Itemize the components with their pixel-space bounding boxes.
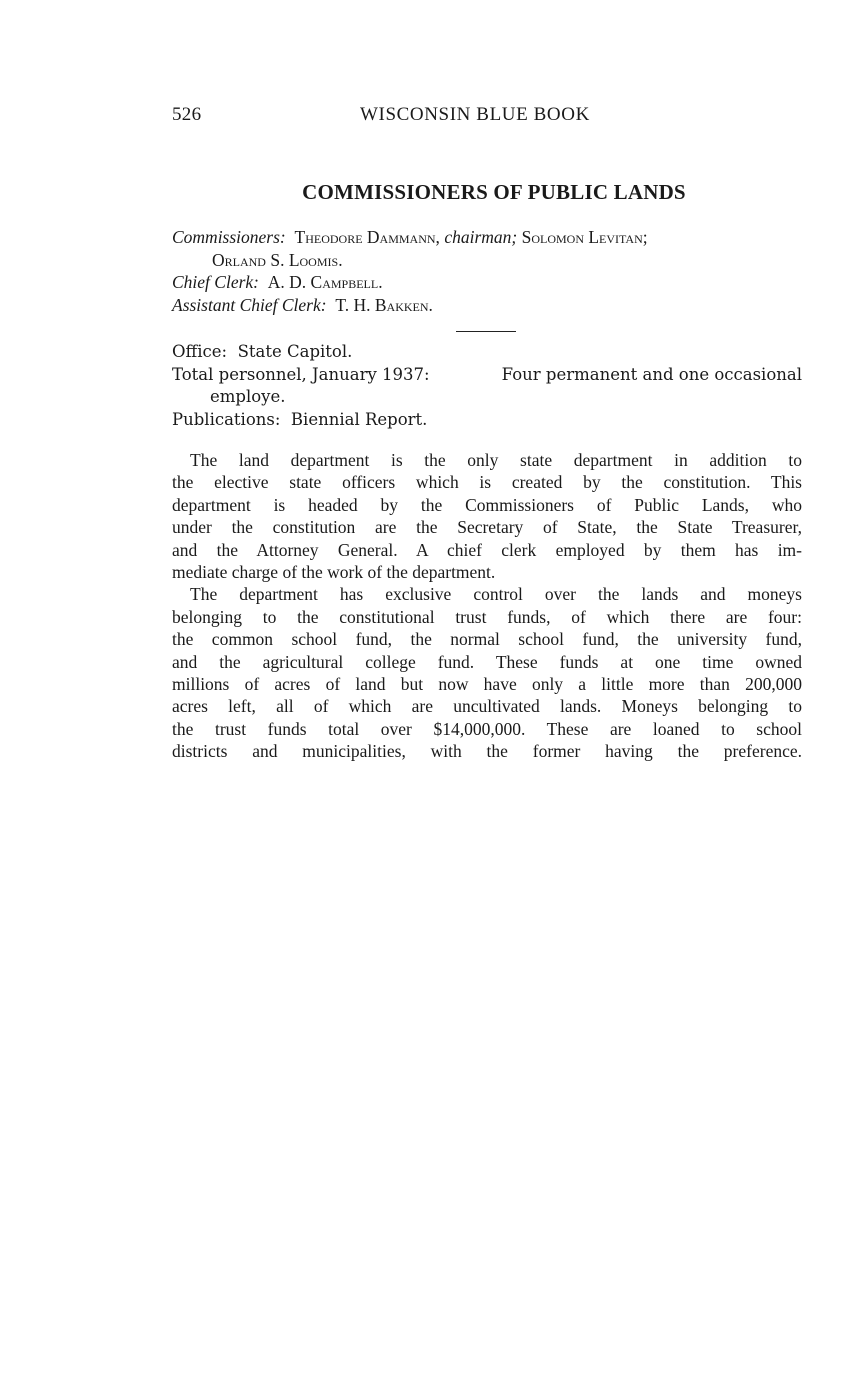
text-line: the common school fund, the normal school fund, the university fund, [172, 629, 802, 650]
chief-clerk-line [172, 271, 802, 294]
publications-label: Publications: [172, 409, 281, 429]
office-line [172, 341, 802, 364]
text-line: and the agricultural college fund. These funds at one time owned [172, 651, 802, 672]
running-head [172, 104, 802, 130]
text-line: mediate charge of the work of the department. [172, 562, 496, 583]
assistant-chief-clerk-line [172, 294, 802, 317]
section-divider [456, 331, 516, 332]
publications-value: Biennial Report. [290, 409, 428, 429]
text-line: The land department is the only state department in addition to [190, 450, 802, 470]
personnel-value: Four permanent and one occasional [501, 364, 802, 384]
personnel-line [172, 364, 802, 387]
publications-line [172, 409, 802, 432]
assistant-chief-clerk-label: Assistant Chief Clerk: [172, 294, 327, 315]
text-line: districts and municipalities, with the former having the preference. [172, 741, 802, 762]
body-text [172, 449, 802, 763]
office-label: Office: [172, 342, 228, 361]
commissioners-line [172, 226, 802, 249]
text-line: acres left, all of which are uncultivated lands. Moneys belonging to [172, 696, 802, 717]
text-line: belonging to the constitutional trust funds, of which there are four: [172, 606, 802, 627]
chief-clerk-name: A. D. Campbell. [267, 272, 383, 292]
personnel-value-cont: employe. [210, 387, 286, 406]
personnel-line-cont [172, 386, 802, 409]
text-line: The department has exclusive control over the lands and moneys [190, 584, 802, 605]
commissioner-name: Solomon Levitan; [521, 227, 648, 247]
book-title: WISCONSIN BLUE BOOK [360, 104, 590, 125]
paragraph-trust-funds [172, 583, 802, 762]
text-line: millions of acres of land but now have only a little more than 200,000 [172, 674, 802, 695]
text-line: department is headed by the Commissioners of Public Lands, who [172, 494, 802, 515]
commissioners-label: Commissioners: [172, 227, 286, 247]
text-line: and the Attorney General. A chief clerk employed by them has im- [172, 539, 802, 560]
commissioners-line-cont [172, 249, 802, 272]
assistant-chief-clerk-name: T. H. Bakken. [335, 294, 433, 315]
chief-clerk-label: Chief Clerk: [172, 272, 259, 292]
office-value: State Capitol. [237, 342, 353, 361]
text-line: the trust funds total over $14,000,000. These are loaned to school [172, 718, 802, 739]
section-title: COMMISSIONERS OF PUBLIC LANDS [302, 180, 686, 204]
paragraph-land-department [172, 449, 802, 583]
text-line: the elective state officers which is created by the constitution. This [172, 472, 802, 493]
commissioner-name: Orland S. Loomis. [212, 249, 343, 270]
chairman-title: chairman; [444, 227, 518, 247]
commissioner-name: Theodore Dammann, [294, 227, 440, 247]
text-line: under the constitution are the Secretary of State, the State Treasurer, [172, 517, 802, 538]
info-block [172, 341, 802, 431]
officers-block [172, 226, 802, 316]
page-number: 526 [172, 104, 202, 125]
personnel-label: Total personnel, January 1937: [172, 364, 430, 384]
